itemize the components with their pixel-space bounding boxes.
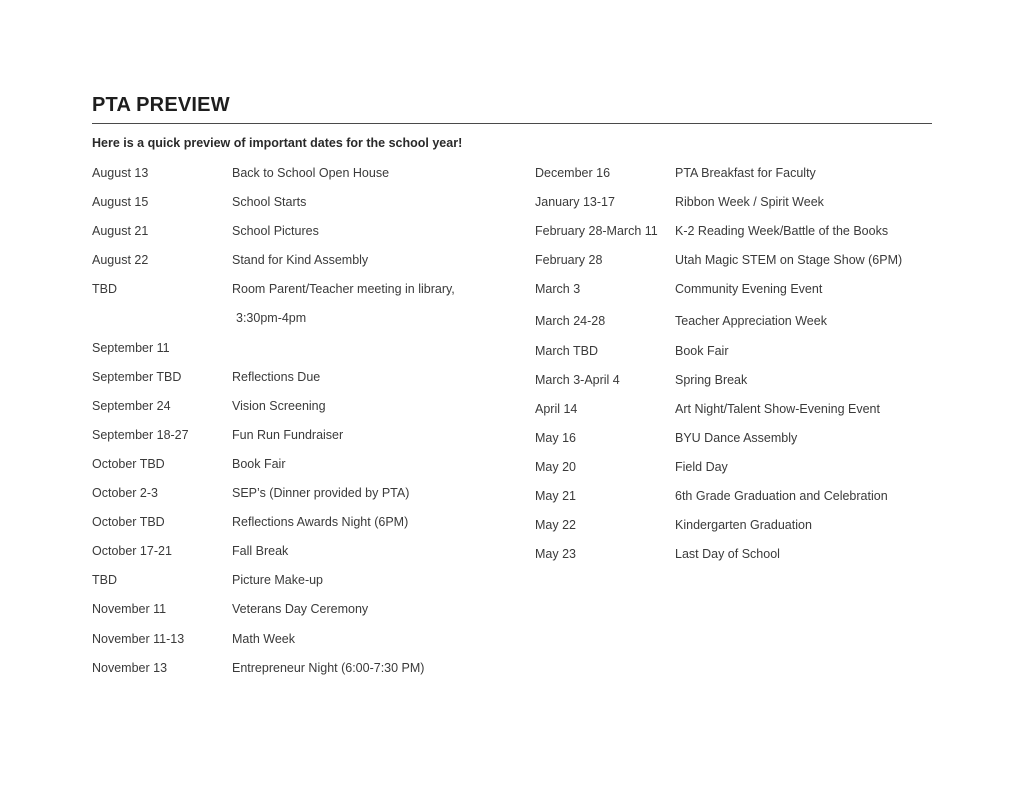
- event-date: October TBD: [92, 456, 165, 471]
- intro-text: Here is a quick preview of important dates for the school year!: [92, 136, 463, 150]
- event-date: May 16: [535, 430, 576, 445]
- event-date: August 21: [92, 224, 149, 239]
- event-date: August 22: [92, 253, 149, 268]
- event-name: Entrepreneur Night (6:00-7:30 PM): [232, 660, 425, 675]
- event-date: October 2-3: [92, 486, 159, 501]
- event-date: February 28-March 11: [535, 224, 658, 239]
- event-name: Book Fair: [232, 456, 286, 471]
- event-date: March TBD: [535, 343, 598, 358]
- event-date: December 16: [535, 166, 611, 180]
- event-date: November 13: [92, 660, 168, 675]
- event-date: September TBD: [92, 369, 182, 384]
- event-date: October TBD: [92, 515, 165, 530]
- event-name: Room Parent/Teacher meeting in library,: [232, 282, 455, 297]
- event-date: August 15: [92, 195, 149, 210]
- event-name: Back to School Open House: [232, 166, 390, 180]
- event-date: November 11: [92, 602, 167, 617]
- page-title: PTA PREVIEW: [92, 94, 230, 116]
- event-name: Picture Make-up: [232, 573, 324, 588]
- event-date: March 3-April 4: [535, 372, 620, 387]
- event-date: January 13-17: [535, 195, 615, 210]
- event-name: 3:30pm-4pm: [236, 311, 307, 326]
- event-name: Veterans Day Ceremony: [232, 602, 369, 617]
- event-name: Vision Screening: [232, 398, 326, 413]
- event-date: May 22: [535, 518, 576, 533]
- event-name: Fall Break: [232, 544, 289, 559]
- event-name: Art Night/Talent Show-Evening Event: [675, 401, 880, 416]
- event-name: Last Day of School: [675, 547, 780, 562]
- event-name: SEP’s (Dinner provided by PTA): [232, 486, 410, 501]
- event-date: March 24-28: [535, 314, 606, 329]
- event-name: Ribbon Week / Spirit Week: [675, 195, 824, 210]
- event-date: August 13: [92, 166, 149, 180]
- event-date: November 11-13: [92, 631, 185, 646]
- event-name: Community Evening Event: [675, 282, 823, 297]
- event-name: Reflections Due: [232, 369, 321, 384]
- event-date: September 11: [92, 340, 170, 355]
- event-name: 6th Grade Graduation and Celebration: [675, 489, 888, 504]
- event-name: Field Day: [675, 459, 728, 474]
- event-name: Fun Run Fundraiser: [232, 427, 344, 442]
- event-date: September 24: [92, 398, 171, 413]
- event-date: October 17-21: [92, 544, 172, 559]
- event-name: Kindergarten Graduation: [675, 518, 812, 533]
- event-name: School Starts: [232, 195, 307, 210]
- event-name: Teacher Appreciation Week: [675, 314, 827, 329]
- title-divider: [92, 123, 932, 124]
- event-name: Stand for Kind Assembly: [232, 253, 369, 268]
- event-name: Utah Magic STEM on Stage Show (6PM): [675, 253, 903, 268]
- event-date: May 21: [535, 489, 576, 504]
- event-date: TBD: [92, 282, 117, 297]
- event-name: K-2 Reading Week/Battle of the Books: [675, 224, 889, 239]
- event-name: PTA Breakfast for Faculty: [675, 166, 816, 180]
- event-date: September 18-27: [92, 427, 189, 442]
- event-date: February 28: [535, 253, 603, 268]
- event-name: BYU Dance Assembly: [675, 430, 798, 445]
- event-date: May 20: [535, 459, 576, 474]
- event-name: Book Fair: [675, 343, 729, 358]
- event-name: Reflections Awards Night (6PM): [232, 515, 409, 530]
- event-date: TBD: [92, 573, 117, 588]
- event-name: Math Week: [232, 631, 295, 646]
- event-date: May 23: [535, 547, 576, 562]
- event-name: Spring Break: [675, 372, 748, 387]
- event-date: March 3: [535, 282, 581, 297]
- event-date: April 14: [535, 401, 578, 416]
- event-name: School Pictures: [232, 224, 319, 239]
